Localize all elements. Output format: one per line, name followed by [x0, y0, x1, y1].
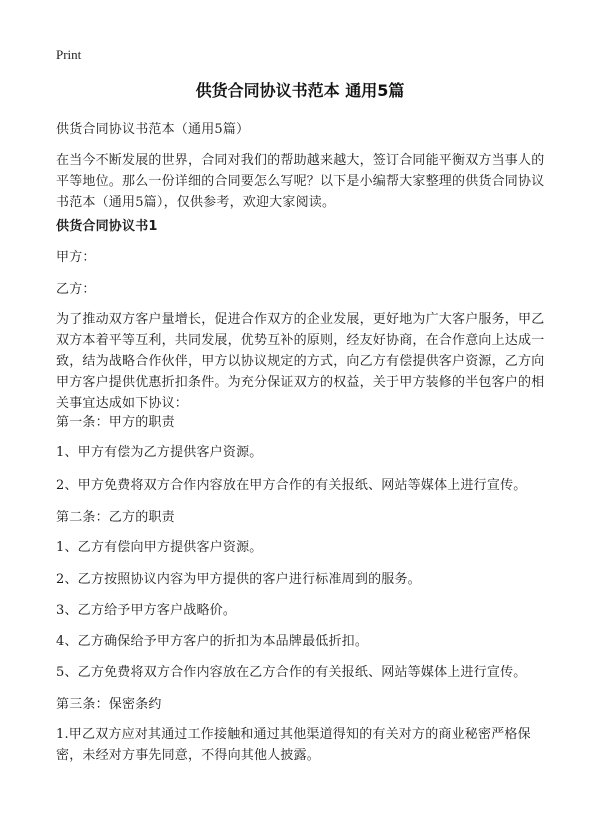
- article-item: 1.甲乙双方应对其通过工作接触和通过其他渠道得知的有关对方的商业秘密严格保密，未经对方事先同意，不得向其他人披露。: [56, 727, 531, 763]
- article-heading: 第一条：甲方的职责: [56, 415, 175, 430]
- section-heading: 供货合同协议书1: [56, 219, 158, 234]
- document-subtitle: 供货合同协议书范本（通用5篇）: [56, 122, 250, 137]
- article-heading: 第三条：保密条约: [56, 697, 162, 712]
- article-item: 1、甲方有偿为乙方提供客户资源。: [56, 445, 263, 460]
- article-item: 5、乙方免费将双方合作内容放在乙方合作的有关报纸、网站等媒体上进行宣传。: [56, 665, 527, 680]
- intro-paragraph: 在当今不断发展的世界，合同对我们的帮助越来越大，签订合同能平衡双方当事人的平等地位。那么一份详细的合同要怎么写呢？以下是小编帮大家整理的供货合同协议书范本（通用5篇），仅供参考，欢迎大家阅读。: [56, 153, 545, 210]
- party-a-label: 甲方：: [56, 250, 96, 265]
- document-title: 供货合同协议书范本 通用5篇: [195, 81, 405, 100]
- article-item: 1、乙方有偿向甲方提供客户资源。: [56, 540, 263, 555]
- print-link[interactable]: Print: [56, 47, 82, 62]
- article-item: 2、甲方免费将双方合作内容放在甲方合作的有关报纸、网站等媒体上进行宣传。: [56, 478, 527, 493]
- article-heading: 第二条：乙方的职责: [56, 510, 175, 525]
- article-item: 4、乙方确保给予甲方客户的折扣为本品牌最低折扣。: [56, 634, 369, 649]
- party-b-label: 乙方：: [56, 282, 96, 297]
- article-item: 3、乙方给予甲方客户战略价。: [56, 603, 237, 618]
- article-item: 2、乙方按照协议内容为甲方提供的客户进行标准周到的服务。: [56, 572, 421, 587]
- preamble-paragraph: 为了推动双方客户量增长，促进合作双方的企业发展，更好地为广大客户服务，甲乙双方本着平等互利，共同发展，优势互补的原则，经友好协商，在合作意向上达成一致，结为战略合作伙伴，甲方以协议规定的方式，向乙方有偿提供客户资源，乙方向甲方客户提供优惠折扣条件。为充分保证双方的权益，关于甲方装修的半包客户的相关事宜达成如下协议：: [56, 312, 545, 411]
